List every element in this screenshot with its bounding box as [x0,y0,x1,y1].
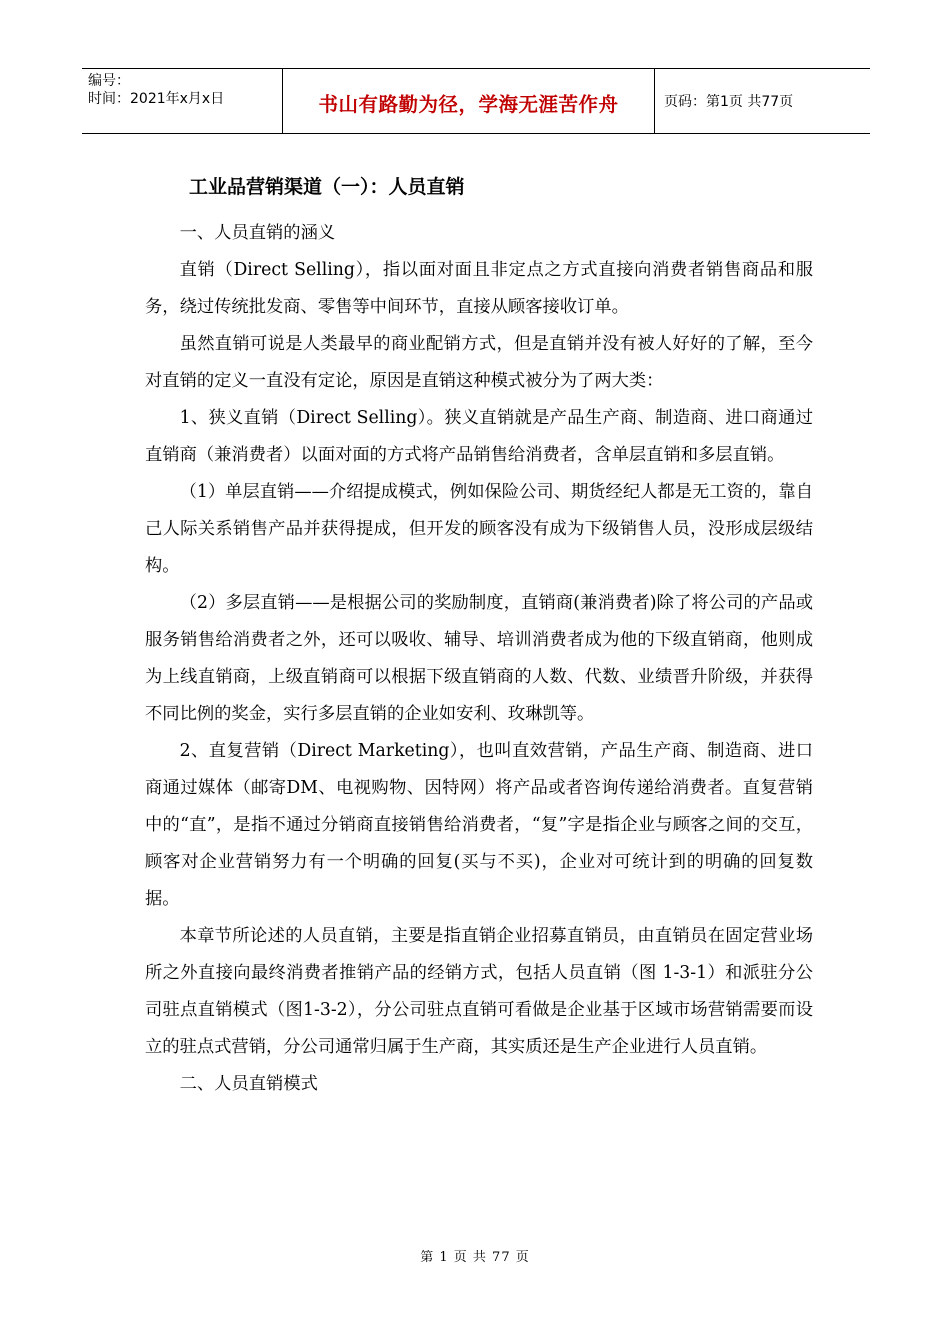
paragraph-chapter-scope: 本章节所论述的人员直销，主要是指直销企业招募直销员，由直销员在固定营业场所之外直接向最终消费者推销产品的经销方式，包括人员直销（图 1-3-1）和派驻分公司驻点直销模式（图1-3-2），分公司驻点直销可看做是企业基于区域市场营销需要而设立的驻点式营销，分公司通常归属于生产商，其实质还是生产企业进行人员直销。 [145,926,813,1057]
header-meta [82,69,282,133]
section-heading-modes: 二、人员直销模式 [179,1074,318,1094]
header-page-number: 页码：第1页 共77页 [664,94,794,110]
page-header [82,68,870,134]
paragraph-single-level: （1）单层直销——介绍提成模式，例如保险公司、期货经纪人都是无工资的，靠自己人际关系销售产品并获得提成，但开发的顾客没有成为下级销售人员，没形成层级结构。 [145,482,813,576]
document-number-label: 编号： [88,73,130,89]
section-heading-meaning: 一、人员直销的涵义 [179,223,336,243]
paragraph-narrow-direct-selling: 1、狭义直销（Direct Selling）。狭义直销就是产品生产商、制造商、进口商通过直销商（兼消费者）以面对面的方式将产品销售给消费者，含单层直销和多层直销。 [145,408,813,465]
paragraph-definition: 直销（Direct Selling），指以面对面且非定点之方式直接向消费者销售商品和服务，绕过传统批发商、零售等中间环节，直接从顾客接收订单。 [145,260,813,317]
paragraph-multi-level: （2）多层直销——是根据公司的奖励制度，直销商(兼消费者)除了将公司的产品或服务销售给消费者之外，还可以吸收、辅导、培训消费者成为他的下级直销商，他则成为上线直销商，上级直销商可以根据下级直销商的人数、代数、业绩晋升阶级，并获得不同比例的奖金，实行多层直销的企业如安利、玫琳凯等。 [145,593,813,724]
paragraph-direct-marketing: 2、直复营销（Direct Marketing），也叫直效营销，产品生产商、制造商、进口商通过媒体（邮寄DM、电视购物、因特网）将产品或者咨询传递给消费者。直复营销中的“直”，是指不通过分销商直接销售给消费者，“复”字是指企业与顾客之间的交互，顾客对企业营销努力有一个明确的回复(买与不买)，企业对可统计到的明确的回复数据。 [145,741,813,909]
paragraph-history: 虽然直销可说是人类最早的商业配销方式，但是直销并没有被人好好的了解，至今对直销的定义一直没有定论，原因是直销这种模式被分为了两大类： [145,334,813,391]
page-footer: 第 1 页 共 77 页 [420,1250,530,1265]
document-title: 工业品营销渠道（一）：人员直销 [189,176,465,198]
header-motto: 书山有路勤为径，学海无涯苦作舟 [282,69,655,133]
document-time-label: 时间：2021年x月x日 [88,91,225,107]
document-body [145,215,813,1103]
